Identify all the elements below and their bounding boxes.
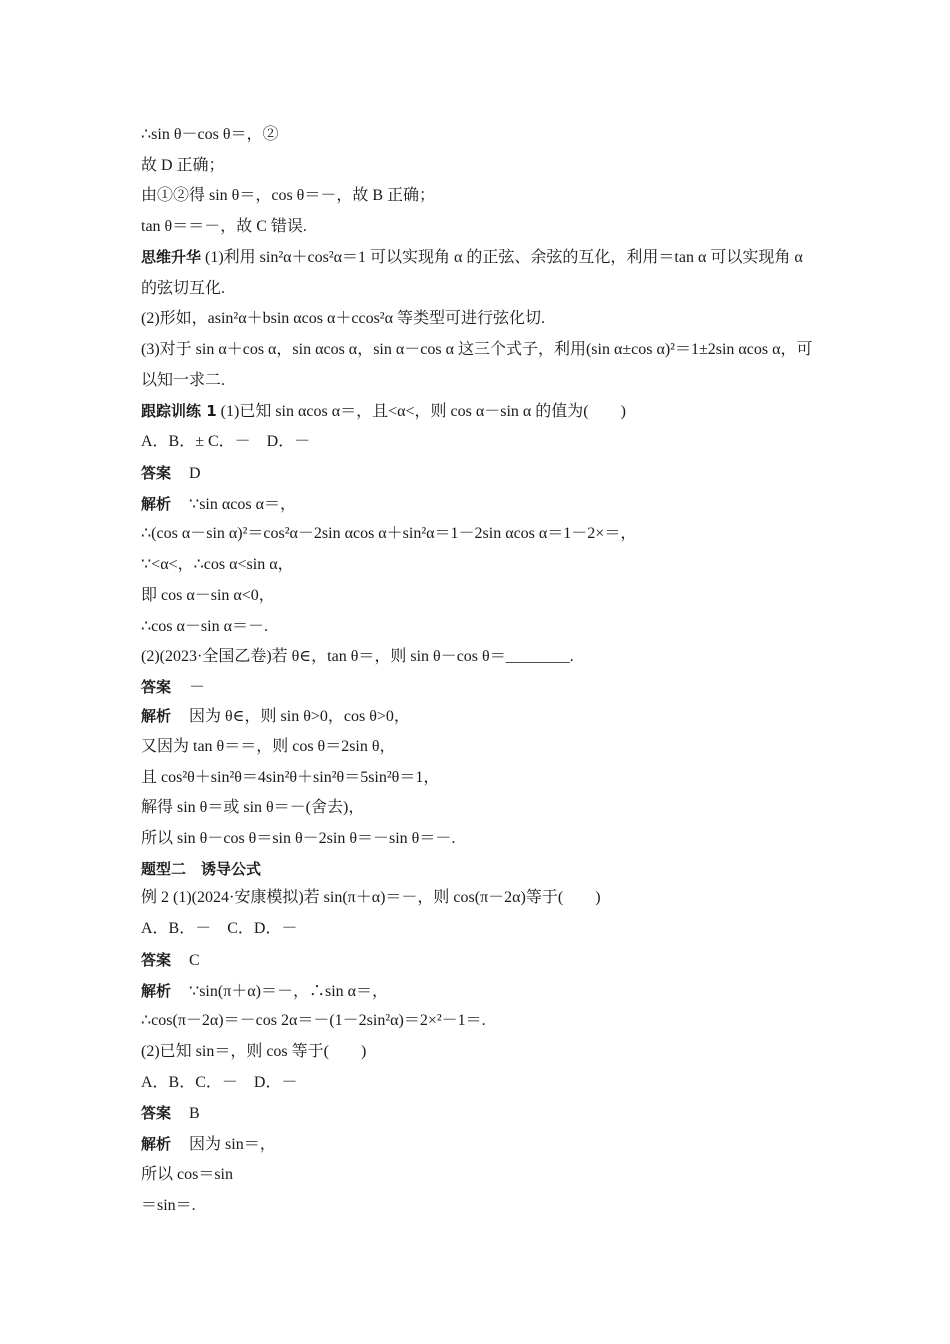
thinking-paragraph-2: (2)形如，asin²α＋bsin αcos α＋ccos²α 等类型可进行弦化切. (141, 310, 545, 327)
section-title: 题型二 诱导公式 (141, 860, 262, 878)
text-line: 即 cos α－sin α<0， (141, 587, 275, 604)
analysis-label: 解析 (141, 707, 172, 725)
text-line: 且 cos²θ＋sin²θ＝4sin²θ＋sin²θ＝5sin²θ＝1， (141, 769, 440, 786)
exercise-question: (2)(2023·全国乙卷)若 θ∈，tan θ＝，则 sin θ－cos θ＝________. (141, 648, 574, 665)
analysis-line: 解析 因为 θ∈，则 sin θ>0，cos θ>0， (141, 707, 410, 725)
text-line: 解得 sin θ＝或 sin θ＝－(舍去)， (141, 799, 365, 816)
answer-label: 答案 (141, 678, 172, 696)
example-question: (2)已知 sin＝，则 cos 等于( ) (141, 1043, 367, 1060)
answer-label: 答案 (141, 464, 172, 482)
text-line: 所以 sin θ－cos θ＝sin θ－2sin θ＝－sin θ＝－. (141, 830, 456, 847)
text-line: ∵<α<，∴cos α<sin α， (141, 556, 294, 573)
analysis-label: 解析 (141, 982, 172, 1000)
answer-line: 答案 － (141, 678, 206, 696)
analysis-label: 解析 (141, 1135, 172, 1153)
text-line: 所以 cos＝sin (141, 1166, 234, 1183)
text-line: ∴(cos α－sin α)²＝cos²α－2sin αcos α＋sin²α＝1－2sin αcos α＝1－2×＝， (141, 525, 637, 542)
text-line: 故 D 正确； (141, 157, 225, 174)
analysis-line: 解析 ∵sin(π＋α)＝－，∴sin α＝， (141, 982, 389, 1000)
answer-line: 答案 D (141, 464, 201, 482)
answer-label: 答案 (141, 951, 172, 969)
thinking-label: 思维升华 (141, 248, 202, 266)
options-line: A．B．± C．－ D．－ (141, 433, 311, 450)
options-line: A．B．－ C．D．－ (141, 920, 298, 937)
analysis-line: 解析 因为 sin＝， (141, 1135, 276, 1153)
follow-label: 跟踪训练 1 (141, 402, 217, 420)
thinking-paragraph-1: 思维升华 (1)利用 sin²α＋cos²α＝1 可以实现角 α 的正弦、余弦的互化，利用＝tan α 可以实现角 α 的弦切互化. (141, 248, 803, 297)
exercise-question: 跟踪训练 1 (1)已知 sin αcos α＝，且<α<，则 cos α－sin α 的值为( ) (141, 402, 626, 420)
answer-line: 答案 B (141, 1104, 200, 1122)
thinking-paragraph-3: (3)对于 sin α＋cos α，sin αcos α，sin α－cos α 这三个式子，利用(sin α±cos α)²＝1±2sin αcos α，可以知一求二. (141, 341, 813, 389)
answer-label: 答案 (141, 1104, 172, 1122)
text-line: ∴cos α－sin α＝－. (141, 618, 268, 635)
text-line: 由①②得 sin θ＝，cos θ＝－，故 B 正确； (141, 187, 436, 204)
example-question: 例 2 (1)(2024·安康模拟)若 sin(π＋α)＝－，则 cos(π－2α)等于( ) (141, 889, 601, 906)
answer-line: 答案 C (141, 951, 200, 969)
analysis-line: 解析 ∵sin αcos α＝， (141, 495, 296, 513)
options-line: A．B．C．－ D．－ (141, 1074, 298, 1091)
text-line: ∴sin θ－cos θ＝，② (141, 126, 279, 143)
analysis-label: 解析 (141, 495, 172, 513)
text-line: 又因为 tan θ＝＝，则 cos θ＝2sin θ， (141, 738, 396, 755)
text-line: ＝sin＝. (141, 1197, 196, 1214)
text-line: ∴cos(π－2α)＝－cos 2α＝－(1－2sin²α)＝2×²－1＝. (141, 1012, 486, 1029)
text-line: tan θ＝＝－，故 C 错误. (141, 218, 307, 235)
